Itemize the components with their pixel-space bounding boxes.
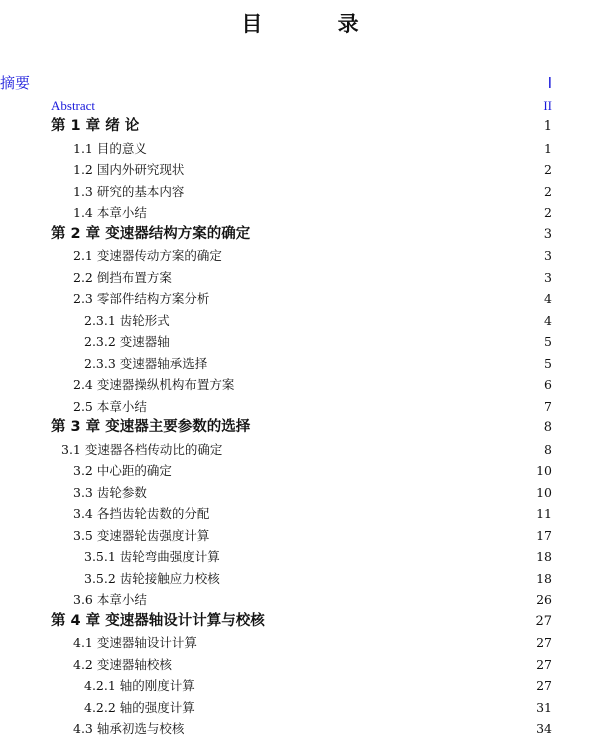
toc-entry-page: 34 — [536, 721, 552, 736]
toc-entry-chapter[interactable] — [0, 417, 600, 439]
toc-entry-section[interactable] — [0, 267, 600, 289]
toc-entry-label: 3.3 齿轮参数 — [73, 484, 147, 500]
toc-entry-subsection[interactable] — [0, 310, 600, 332]
toc-entry-label: 2.1 变速器传动方案的确定 — [73, 248, 222, 263]
toc-entry-label: 4.2 变速器轴校核 — [73, 656, 172, 672]
toc-entry-section[interactable] — [0, 718, 600, 740]
toc-entry-section[interactable] — [0, 396, 600, 418]
toc-entry-section[interactable] — [0, 374, 600, 396]
toc-entry-section[interactable] — [0, 202, 600, 224]
toc-entry-page: 8 — [544, 441, 552, 457]
toc-entry-page: 18 — [536, 549, 552, 564]
toc-entry-page: 31 — [536, 699, 552, 715]
toc-entry-label: 2.2 倒挡布置方案 — [73, 269, 172, 285]
toc-entry-label: 3.5.2 齿轮接触应力校核 — [84, 570, 220, 586]
toc-entry-label: 第 4 章 变速器轴设计计算与校核 — [51, 612, 265, 629]
toc-entry-subsection[interactable] — [0, 675, 600, 697]
toc-entry-page: 2 — [544, 183, 552, 199]
toc-entry-page: 7 — [544, 398, 552, 414]
toc-entry-chapter[interactable] — [0, 611, 600, 633]
toc-entry-section[interactable] — [0, 503, 600, 525]
toc-entry-page: 11 — [536, 506, 552, 521]
toc-entry-page: 26 — [536, 592, 552, 607]
toc-entry-subsection[interactable] — [0, 546, 600, 568]
toc-entry-label: 4.2.1 轴的刚度计算 — [84, 678, 195, 693]
toc-entry-label: 1.4 本章小结 — [73, 205, 147, 220]
toc-entry-page: 5 — [544, 355, 552, 371]
toc-entry-page: 10 — [536, 463, 552, 478]
toc-entry-label: 第 1 章 绪 论 — [51, 118, 140, 134]
toc-entry-page: 10 — [536, 484, 552, 500]
toc-entry-page: 27 — [536, 656, 552, 672]
toc-entry-label: 3.4 各挡齿轮齿数的分配 — [73, 506, 210, 521]
toc-entry-page: 2 — [544, 162, 552, 177]
toc-entry-label: 2.4 变速器操纵机构布置方案 — [73, 377, 235, 392]
toc-entry-page: 3 — [544, 248, 552, 263]
toc-entry-chapter[interactable] — [0, 224, 600, 246]
toc-entry-label: 1.3 研究的基本内容 — [73, 183, 185, 199]
toc-entry-label: 2.5 本章小结 — [73, 398, 147, 414]
toc-entry-subsection[interactable] — [0, 353, 600, 375]
toc-entry-section[interactable] — [0, 439, 600, 461]
toc-entry-page: 27 — [536, 635, 552, 650]
toc-entry-label: 3.6 本章小结 — [73, 592, 147, 607]
toc-entry-label: 2.3.1 齿轮形式 — [84, 312, 170, 328]
toc-entry-page: 17 — [536, 527, 552, 543]
toc-entry-section[interactable] — [0, 525, 600, 547]
page-title: 目 录 — [241, 12, 393, 36]
toc-entry-subsection[interactable] — [0, 331, 600, 353]
toc-entry-label: 2.3 零部件结构方案分析 — [73, 291, 210, 306]
toc-entry-page: 4 — [544, 312, 552, 328]
toc-entry-page: 1 — [543, 119, 552, 134]
toc-entry-page: 3 — [544, 269, 552, 285]
toc-entry-label: 1.2 国内外研究现状 — [73, 162, 185, 177]
toc-entry-section[interactable] — [0, 245, 600, 267]
toc-entry-page: II — [543, 97, 552, 113]
toc-entry-page: 27 — [535, 613, 552, 629]
toc-entry-page: 27 — [536, 678, 552, 693]
toc-entry-section[interactable] — [0, 159, 600, 181]
toc-list — [0, 73, 600, 740]
toc-entry-label: 4.1 变速器轴设计计算 — [73, 635, 197, 650]
toc-entry-section[interactable] — [0, 654, 600, 676]
toc-entry-label: 第 3 章 变速器主要参数的选择 — [51, 419, 251, 435]
toc-entry-label: 2.3.2 变速器轴 — [84, 334, 170, 349]
toc-entry-page: 6 — [544, 377, 552, 392]
toc-entry-label: 1.1 目的意义 — [73, 140, 147, 156]
toc-entry-section[interactable] — [0, 632, 600, 654]
toc-entry-section[interactable] — [0, 589, 600, 611]
toc-entry-page: 5 — [544, 334, 552, 349]
toc-entry-abstract-en[interactable] — [0, 95, 600, 117]
toc-entry-label: 第 2 章 变速器结构方案的确定 — [51, 225, 251, 242]
toc-entry-page: I — [547, 74, 552, 92]
toc-entry-label: 4.3 轴承初选与校核 — [73, 721, 185, 736]
toc-entry-label: 3.5.1 齿轮弯曲强度计算 — [84, 549, 220, 564]
toc-entry-section[interactable] — [0, 288, 600, 310]
toc-entry-section[interactable] — [0, 138, 600, 160]
toc-entry-page: 2 — [544, 205, 552, 220]
toc-entry-label: 3.2 中心距的确定 — [73, 463, 172, 478]
toc-entry-page: 1 — [544, 140, 552, 156]
toc-entry-label: 4.2.2 轴的强度计算 — [84, 699, 195, 715]
toc-entry-abstract-cn[interactable] — [0, 73, 600, 95]
toc-entry-page: 18 — [536, 570, 552, 586]
toc-entry-label: 3.5 变速器轮齿强度计算 — [73, 527, 210, 543]
toc-entry-subsection[interactable] — [0, 697, 600, 719]
toc-entry-label: 2.3.3 变速器轴承选择 — [84, 355, 208, 371]
toc-entry-section[interactable] — [0, 181, 600, 203]
toc-entry-section[interactable] — [0, 482, 600, 504]
toc-entry-page: 4 — [544, 291, 552, 306]
toc-entry-label: Abstract — [51, 97, 96, 113]
toc-entry-label: 摘要 — [0, 74, 31, 92]
toc-entry-page: 3 — [543, 226, 552, 242]
toc-entry-subsection[interactable] — [0, 568, 600, 590]
toc-entry-page: 8 — [543, 420, 552, 435]
toc-entry-section[interactable] — [0, 460, 600, 482]
toc-entry-chapter[interactable] — [0, 116, 600, 138]
toc-entry-label: 3.1 变速器各档传动比的确定 — [61, 441, 223, 457]
